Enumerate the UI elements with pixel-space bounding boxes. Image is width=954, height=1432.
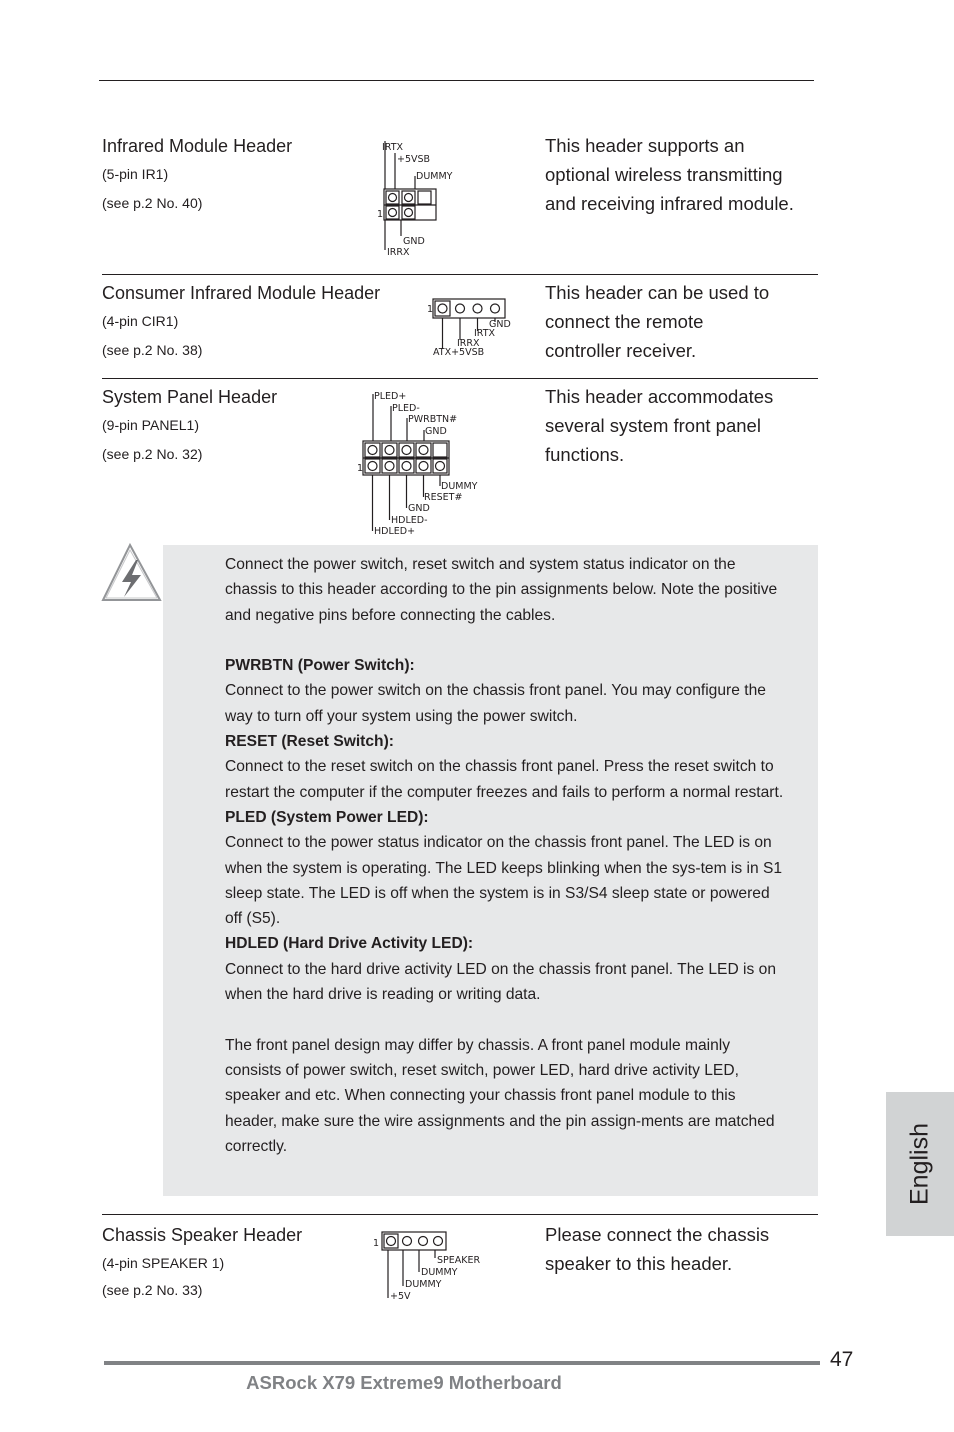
pin-label: GND bbox=[489, 319, 511, 330]
pin-label: DUMMY bbox=[441, 481, 478, 492]
pin-label: RESET# bbox=[424, 492, 463, 503]
section-title: Chassis Speaker Header bbox=[102, 1225, 303, 1245]
pled-text: Connect to the power status indicator on the chassis front panel. The LED is on when the system is operating. The LED keeps blinking when the sys-tem is in S1 sleep state. The LED is off when the system is in S3/S4 sleep state or powered off (S5). bbox=[225, 834, 783, 928]
pin-label: GND bbox=[408, 503, 430, 514]
pin-label: ATX+5VSB bbox=[433, 347, 485, 358]
pin-label: IRTX bbox=[474, 328, 496, 339]
pin-one-marker: 1 bbox=[357, 463, 364, 474]
section-divider bbox=[102, 378, 818, 379]
pin-label: SPEAKER bbox=[437, 1255, 481, 1266]
pwrbtn-text: Connect to the power switch on the chassis front panel. You may configure the way to turn off your system using the power switch. bbox=[225, 682, 766, 725]
pled-heading: PLED (System Power LED): bbox=[225, 808, 429, 826]
pin-one-marker: 1 bbox=[377, 209, 384, 220]
pin-label: PLED- bbox=[392, 403, 420, 414]
section-title: Infrared Module Header bbox=[102, 136, 293, 156]
pin-label: HDLED+ bbox=[374, 526, 416, 537]
pin-label: PLED+ bbox=[374, 391, 407, 402]
pin-label: GND bbox=[403, 236, 425, 247]
note-intro: Connect the power switch, reset switch and system status indicator on the chassis to this header according to the pin assignments below. Note the positive and negative pins before connecting the cables. bbox=[225, 556, 778, 624]
section-description: This header accommodates several system front panel functions. bbox=[545, 386, 774, 465]
pin-one-marker: 1 bbox=[373, 1238, 380, 1249]
section-divider bbox=[102, 1214, 818, 1215]
pin-label: GND bbox=[425, 426, 447, 437]
pin-label: +5V bbox=[390, 1291, 411, 1302]
pin-label: IRTX bbox=[382, 142, 404, 153]
cir-header-diagram bbox=[425, 294, 525, 359]
pin-label: +5VSB bbox=[397, 154, 431, 165]
section-pins: (4-pin CIR1) bbox=[102, 313, 179, 329]
reset-text: Connect to the reset switch on the chassis front panel. Press the reset switch to restart the computer if the computer freezes and fails to perform a normal restart. bbox=[225, 758, 784, 801]
note-outro: The front panel design may differ by chassis. A front panel module mainly consists of power switch, reset switch, power LED, hard drive activity LED, speaker and etc. When connecting your chassis front panel module to this header, make sure the wire assignments and the pin assign-ments are matched correctly. bbox=[225, 1036, 775, 1155]
section-description: Please connect the chassis speaker to this header. bbox=[545, 1224, 770, 1274]
section-pins: (4-pin SPEAKER 1) bbox=[102, 1255, 225, 1271]
section-pins: (9-pin PANEL1) bbox=[102, 417, 200, 433]
pin-label: IRRX bbox=[457, 338, 480, 349]
pin-label: DUMMY bbox=[421, 1267, 458, 1278]
pin-one-marker: 1 bbox=[427, 304, 434, 315]
pin-label: HDLED- bbox=[391, 515, 428, 526]
section-see: (see p.2 No. 33) bbox=[102, 1282, 203, 1298]
footer-title: ASRock X79 Extreme9 Motherboard bbox=[246, 1372, 562, 1393]
pin-label: PWRBTN# bbox=[408, 414, 458, 425]
section-see: (see p.2 No. 32) bbox=[102, 446, 203, 462]
reset-heading: RESET (Reset Switch): bbox=[225, 733, 394, 751]
note-text bbox=[225, 552, 790, 1159]
top-rule bbox=[99, 80, 814, 81]
hdled-heading: HDLED (Hard Drive Activity LED): bbox=[225, 935, 474, 953]
section-description: This header supports an optional wireless transmitting and receiving infrared module. bbox=[545, 135, 794, 214]
pin-label: IRRX bbox=[387, 247, 410, 258]
pwrbtn-heading: PWRBTN (Power Switch): bbox=[225, 657, 415, 675]
pin-label: DUMMY bbox=[405, 1279, 442, 1290]
section-title: Consumer Infrared Module Header bbox=[102, 283, 381, 303]
hdled-text: Connect to the hard drive activity LED on the chassis front panel. The LED is on when the hard drive is reading or writing data. bbox=[225, 960, 776, 1004]
section-description: This header can be used to connect the remote controller receiver. bbox=[545, 282, 770, 361]
section-title: System Panel Header bbox=[102, 387, 278, 407]
section-see: (see p.2 No. 40) bbox=[102, 195, 203, 211]
section-pins: (5-pin IR1) bbox=[102, 166, 169, 182]
footer-bar bbox=[104, 1361, 820, 1365]
ir-header-diagram bbox=[375, 138, 485, 263]
speaker-header-diagram bbox=[370, 1228, 485, 1303]
section-see: (see p.2 No. 38) bbox=[102, 342, 203, 358]
warning-icon bbox=[100, 542, 164, 604]
page-number: 47 bbox=[830, 1348, 854, 1371]
panel-header-diagram bbox=[355, 388, 495, 538]
language-tab-label: English bbox=[905, 1123, 934, 1205]
section-divider bbox=[102, 274, 818, 275]
pin-label: DUMMY bbox=[416, 171, 453, 182]
